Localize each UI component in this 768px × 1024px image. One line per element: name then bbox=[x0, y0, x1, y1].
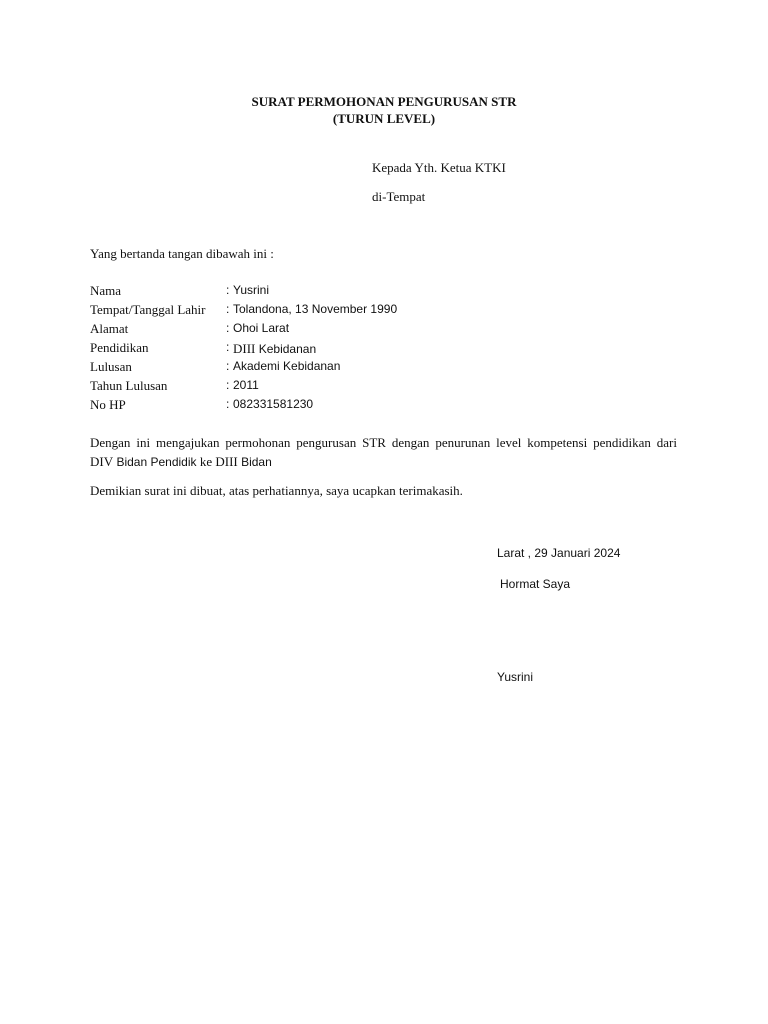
field-value: 082331581230 bbox=[233, 397, 314, 411]
field-colon: : bbox=[226, 397, 230, 411]
field-colon: : bbox=[226, 302, 230, 316]
place-line: di-Tempat bbox=[372, 189, 426, 204]
letter-title: SURAT PERMOHONAN PENGURUSAN STR bbox=[251, 94, 517, 109]
recipient-line: Kepada Yth. Ketua KTKI bbox=[372, 160, 506, 175]
body-paragraph bbox=[90, 433, 677, 472]
field-row-no-hp bbox=[90, 397, 690, 415]
field-value: 2011 bbox=[233, 378, 259, 392]
field-label: Tempat/Tanggal Lahir bbox=[90, 302, 206, 317]
field-value: Ohoi Larat bbox=[233, 321, 290, 335]
field-row-alamat bbox=[90, 321, 690, 339]
field-colon: : bbox=[226, 378, 230, 392]
body-text-part: Bidan bbox=[237, 455, 272, 469]
body-line-1: Dengan ini mengajukan permohonan pengurusan STR dengan penurunan level kompetensi pendidikan dari bbox=[90, 435, 677, 450]
body-text-part: DIV bbox=[90, 454, 114, 469]
field-value-part: Kebidanan bbox=[255, 342, 317, 356]
field-value: Tolandona, 13 November 1990 bbox=[233, 302, 398, 316]
field-label: No HP bbox=[90, 397, 126, 412]
letter-subtitle: (TURUN LEVEL) bbox=[332, 111, 436, 126]
field-row-lulusan bbox=[90, 359, 690, 377]
field-value: Yusrini bbox=[233, 283, 270, 297]
body-text-part: Bidan Pendidik bbox=[113, 455, 200, 469]
body-text-part: ke DIII bbox=[199, 454, 238, 469]
field-value-part: DIII bbox=[233, 341, 256, 356]
signer-name: Yusrini bbox=[497, 670, 534, 684]
field-value: Akademi Kebidanan bbox=[233, 359, 341, 373]
field-colon: : bbox=[226, 321, 230, 335]
field-row-tahun-lulusan bbox=[90, 378, 690, 396]
field-label: Nama bbox=[90, 283, 122, 298]
field-label: Lulusan bbox=[90, 359, 132, 374]
field-label: Tahun Lulusan bbox=[90, 378, 168, 393]
field-colon: : bbox=[226, 359, 230, 373]
date-line: Larat , 29 Januari 2024 bbox=[497, 546, 621, 560]
intro-line: Yang bertanda tangan dibawah ini : bbox=[90, 246, 274, 261]
regards-line: Hormat Saya bbox=[500, 577, 571, 591]
body-line-2 bbox=[90, 454, 272, 469]
field-row-ttl bbox=[90, 302, 690, 320]
field-label: Pendidikan bbox=[90, 340, 149, 355]
field-colon: : bbox=[226, 283, 230, 297]
field-row-nama bbox=[90, 283, 690, 301]
closing-line: Demikian surat ini dibuat, atas perhatiannya, saya ucapkan terimakasih. bbox=[90, 483, 463, 498]
field-label: Alamat bbox=[90, 321, 129, 336]
field-colon: : bbox=[226, 340, 230, 354]
field-row-pendidikan bbox=[90, 340, 690, 358]
field-value bbox=[233, 340, 316, 358]
